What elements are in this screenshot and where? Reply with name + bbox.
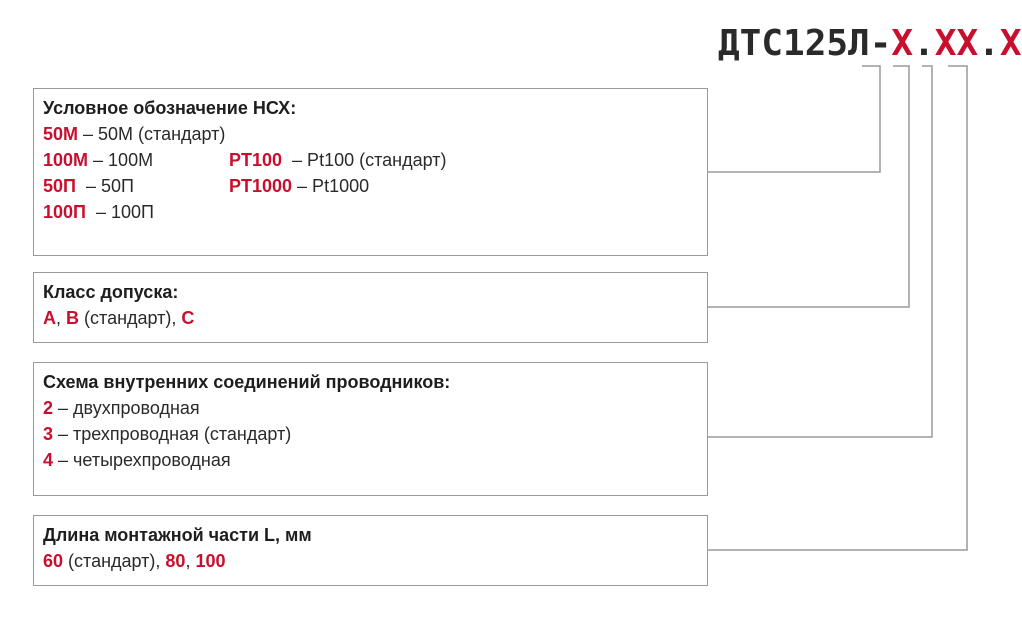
class-box [33, 272, 708, 343]
class-c: C [181, 308, 195, 328]
nsx-code: 100M [43, 150, 89, 170]
length-box [33, 515, 708, 586]
class-values [43, 305, 698, 331]
nsx-box [33, 88, 708, 256]
class-b: B [66, 308, 80, 328]
model-separator-1: . [913, 23, 935, 64]
nsx-code: PT100 [229, 150, 283, 170]
class-separator: , [56, 308, 62, 328]
connector-scheme [708, 66, 932, 437]
nsx-row [43, 147, 698, 173]
nsx-row [43, 199, 698, 225]
scheme-code: 4 [43, 450, 54, 470]
nsx-code: 100П [43, 202, 86, 222]
length-100: 100 [195, 551, 226, 571]
nsx-code: PT1000 [229, 176, 293, 196]
nsx-row [43, 173, 698, 199]
connector-class [708, 66, 909, 307]
nsx-desc: – Pt100 (стандарт) [282, 150, 447, 170]
scheme-row [43, 421, 698, 447]
length-values [43, 548, 698, 574]
model-field-class-scheme: XX [934, 23, 979, 64]
length-80: 80 [165, 551, 186, 571]
nsx-desc: – 50П [75, 176, 134, 196]
nsx-desc: – 100П [85, 202, 154, 222]
scheme-row [43, 395, 698, 421]
model-field-nsx: X [891, 23, 914, 64]
nsx-desc: – 100M [88, 150, 154, 170]
length-separator: , [185, 551, 191, 571]
length-standard-note: (стандарт), [63, 551, 161, 571]
nsx-header: Условное обозначение НСХ: [43, 98, 297, 118]
scheme-header: Схема внутренних соединений проводников: [43, 372, 451, 392]
model-separator-2: . [978, 23, 1000, 64]
nsx-row [43, 121, 698, 147]
model-field-length: X [999, 23, 1022, 64]
scheme-desc: – двухпроводная [53, 398, 200, 418]
length-60: 60 [43, 551, 64, 571]
class-standard-note: (стандарт), [79, 308, 177, 328]
length-header: Длина монтажной части L, мм [43, 525, 312, 545]
scheme-desc: – трехпроводная (стандарт) [53, 424, 292, 444]
scheme-code: 3 [43, 424, 54, 444]
scheme-desc: – четырехпроводная [53, 450, 231, 470]
nsx-desc: – 50M (стандарт) [78, 124, 226, 144]
class-a: A [43, 308, 56, 328]
connector-length [708, 66, 967, 550]
connector-nsx [708, 66, 880, 172]
nsx-code: 50M [43, 124, 79, 144]
nsx-desc: – Pt1000 [292, 176, 370, 196]
nsx-code: 50П [43, 176, 76, 196]
model-prefix: ДТС125Л- [718, 23, 892, 64]
scheme-row [43, 447, 698, 473]
scheme-code: 2 [43, 398, 54, 418]
class-header: Класс допуска: [43, 282, 179, 302]
scheme-box [33, 362, 708, 496]
